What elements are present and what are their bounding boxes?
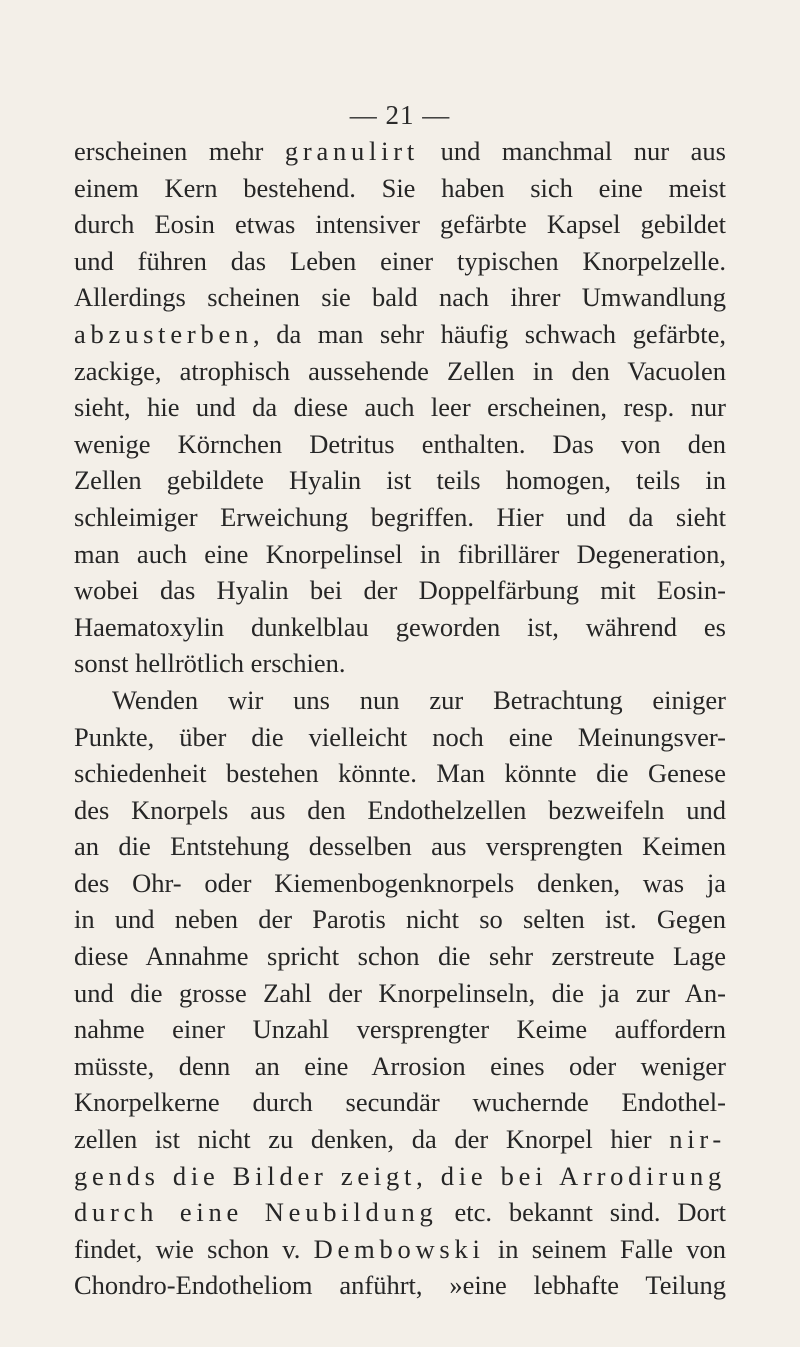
text-segment: und manchmal nur aus [419,136,726,166]
text-line [74,536,726,573]
emphasized-text: Dembowski [313,1233,485,1264]
text-segment: sieht, hie und da diese auch leer erscheinen, resp. nur [74,392,726,423]
text-segment: zackige, atrophisch aussehende Zellen in den Vacuolen [74,355,726,386]
text-line [74,719,726,756]
text-segment: an die Entstehung desselben aus versprengten Keimen [74,831,726,862]
text-line [74,901,726,938]
text-segment: und die grosse Zahl der Knorpelinseln, die ja zur An- [74,977,726,1008]
emphasized-text: granulirt [284,136,420,166]
text-line [74,609,726,646]
text-segment: durch Eosin etwas intensiver gefärbte Kapsel gebildet [74,209,726,240]
text-line [74,645,726,682]
text-segment: Allerdings scheinen sie bald nach ihrer Umwandlung [74,282,726,313]
text-segment: schiedenheit bestehen könnte. Man könnte die Genese [74,758,726,789]
text-line [74,243,726,280]
page-number: — 21 — [349,100,451,130]
text-segment: wenige Körnchen Detritus enthalten. Das von den [74,428,726,459]
text-segment: einem Kern bestehend. Sie haben sich eine meist [74,172,726,203]
text-line [74,682,726,719]
text-line [74,975,726,1012]
text-segment: erscheinen mehr [74,136,285,166]
text-segment: des Ohr- oder Kiemenbogenknorpels denken, was ja [74,867,726,898]
emphasized-text: nir- [669,1124,726,1155]
text-segment: Zellen gebildete Hyalin ist teils homogen, teils in [74,465,726,496]
text-line [74,792,726,829]
text-line [74,1121,726,1158]
text-segment: nahme einer Unzahl versprengter Keime auffordern [74,1014,726,1045]
text-line [74,938,726,975]
text-segment: , da man sehr häufig schwach gefärbte, [253,318,726,349]
text-line [74,1231,726,1268]
text-segment: Knorpelkerne durch secundär wuchernde Endothel- [74,1087,726,1118]
text-line [74,279,726,316]
text-line [74,828,726,865]
text-line [74,755,726,792]
text-line [74,389,726,426]
text-segment: des Knorpels aus den Endothelzellen bezweifeln und [74,794,726,825]
text-segment: findet, wie schon v. [74,1233,314,1264]
text-line [74,206,726,243]
text-line [74,353,726,390]
body-text [74,133,726,1304]
text-segment: in und neben der Parotis nicht so selten ist. Gegen [74,904,726,935]
text-segment: diese Annahme spricht schon die sehr zerstreute Lage [74,941,726,972]
text-line [74,499,726,536]
text-line [74,462,726,499]
text-segment: Chondro-Endotheliom anführt, »eine lebhafte Teilung [74,1270,726,1301]
text-segment: zellen ist nicht zu denken, da der Knorpel hier [74,1124,670,1155]
text-line [74,170,726,207]
text-line [74,865,726,902]
text-segment: müsste, denn an eine Arrosion eines oder weniger [74,1050,726,1081]
text-segment: etc. bekannt sind. Dort [437,1197,726,1228]
text-segment: sonst hellrötlich erschien. [74,648,346,679]
text-segment: und führen das Leben einer typischen Knorpelzelle. [74,245,726,276]
text-line [74,1048,726,1085]
text-line [74,1158,726,1195]
text-line [74,133,726,170]
text-line [74,316,726,353]
text-segment: Wenden wir uns nun zur Betrachtung einiger [112,684,726,715]
text-line [74,426,726,463]
emphasized-text: abzusterben [74,318,254,349]
text-segment: man auch eine Knorpelinsel in fibrillärer Degeneration, [74,538,726,569]
text-line [74,1267,726,1304]
emphasized-text: gends die Bilder zeigt, die bei Arrodirung [74,1160,726,1191]
text-line [74,1084,726,1121]
text-segment: Punkte, über die vielleicht noch eine Meinungsver- [74,721,726,752]
text-segment: Haematoxylin dunkelblau geworden ist, während es [74,611,726,642]
text-segment: wobei das Hyalin bei der Doppelfärbung mit Eosin- [74,575,726,606]
text-line [74,572,726,609]
text-segment: in seinem Falle von [484,1233,726,1264]
text-line [74,1194,726,1231]
emphasized-text: durch eine Neubildung [74,1197,438,1228]
text-segment: schleimiger Erweichung begriffen. Hier und da sieht [74,501,726,532]
text-line [74,1011,726,1048]
